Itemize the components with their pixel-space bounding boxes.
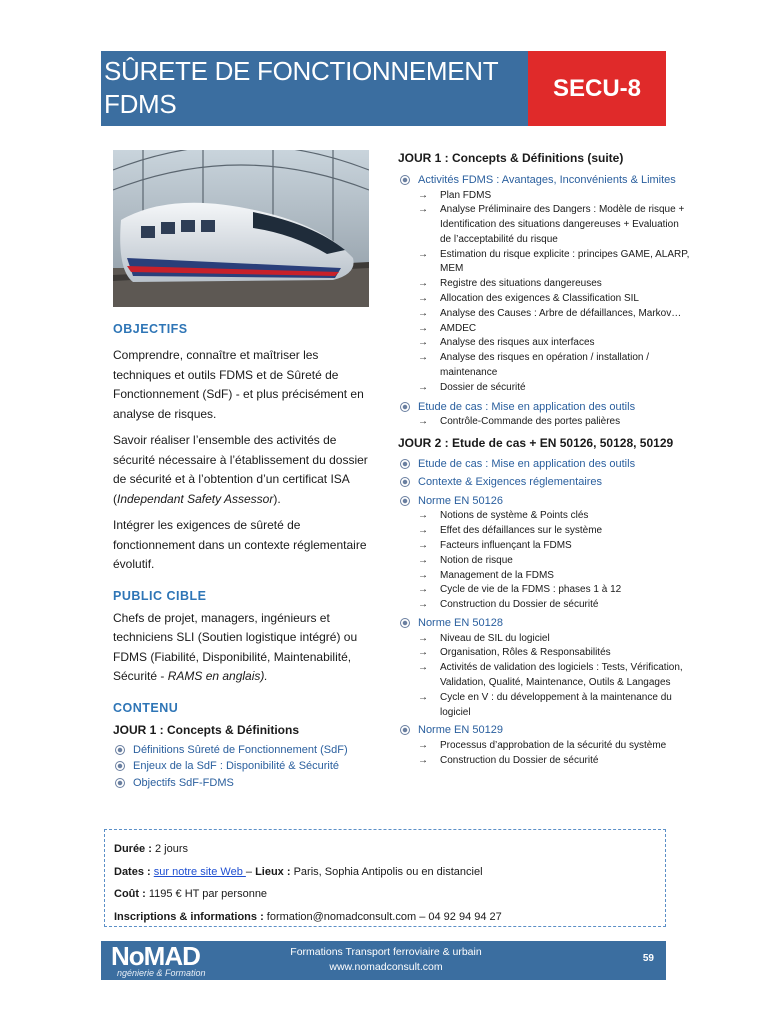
public-cible-title: PUBLIC CIBLE bbox=[113, 588, 207, 603]
dates-label: Dates : bbox=[114, 865, 151, 878]
jour1-suite-title: JOUR 1 : Concepts & Définitions (suite) bbox=[398, 151, 624, 165]
sub-item bbox=[398, 277, 690, 292]
lieux-value: Paris, Sophia Antipolis ou en distanciel bbox=[290, 865, 483, 878]
etude1-sublist bbox=[398, 415, 690, 430]
list-item-label: Objectifs SdF-FDMS bbox=[133, 776, 234, 789]
arrow-icon: → bbox=[418, 293, 428, 305]
list-item bbox=[398, 474, 690, 491]
sub-item-label: Processus d’approbation de la sécurité du système bbox=[440, 739, 667, 751]
bullet-icon bbox=[400, 402, 410, 412]
bullet-icon bbox=[400, 477, 410, 487]
arrow-icon: → bbox=[418, 739, 428, 751]
sub-item bbox=[398, 754, 690, 769]
footer-text bbox=[261, 945, 511, 975]
sub-item bbox=[398, 509, 690, 524]
sub-item bbox=[398, 248, 690, 278]
sub-item-label: Construction du Dossier de sécurité bbox=[440, 599, 599, 611]
objectifs-p2-text-a: Savoir réaliser l’ensemble des activités de sécurité nécessaire à l’établissement du dossier de sécurité et à l’obtention d’un certificat ISA ( bbox=[113, 433, 368, 506]
arrow-icon: → bbox=[418, 322, 428, 334]
sub-item-label: Cycle en V : du développement à la maintenance du logiciel bbox=[440, 691, 672, 718]
list-item bbox=[398, 493, 690, 510]
sub-item-label: Activités de validation des logiciels : Tests, Vérification, Validation, Qualité, Maintenance, Outils & Langages bbox=[440, 662, 683, 688]
sub-item-label: Allocation des exigences & Classification SIL bbox=[440, 293, 639, 305]
inscriptions-value: formation@nomadconsult.com – 04 92 94 94 27 bbox=[263, 910, 502, 923]
bullet-icon bbox=[400, 618, 410, 628]
header-banner bbox=[101, 51, 666, 126]
objectifs-paragraph-1: Comprendre, connaître et maîtriser les techniques et outils FDMS et de Sûreté de Fonctionnement (SdF) - et plus précisément en analyse de risques. bbox=[113, 348, 364, 421]
sub-item bbox=[398, 583, 690, 598]
activites-sublist bbox=[398, 189, 690, 396]
sub-item bbox=[398, 351, 690, 381]
sub-item-label: Analyse des risques aux interfaces bbox=[440, 337, 595, 349]
list-item bbox=[113, 775, 373, 792]
arrow-icon: → bbox=[418, 337, 428, 349]
sub-item bbox=[398, 322, 690, 337]
arrow-icon: → bbox=[418, 647, 428, 659]
contenu-title: CONTENU bbox=[113, 700, 179, 715]
list-item bbox=[398, 456, 690, 473]
sub-item-label: Niveau de SIL du logiciel bbox=[440, 632, 550, 644]
list-item bbox=[113, 758, 373, 775]
sub-item-label: Notions de système & Points clés bbox=[440, 510, 589, 522]
public-cible-text bbox=[113, 609, 373, 687]
sub-item-label: Cycle de vie de la FDMS : phases 1 à 12 bbox=[440, 584, 622, 596]
sub-item bbox=[398, 569, 690, 584]
bullet-icon bbox=[115, 745, 125, 755]
list-item-label: Norme EN 50129 bbox=[418, 724, 503, 737]
list-item-label: Norme EN 50126 bbox=[418, 494, 503, 507]
sub-item-label: Registre des situations dangereuses bbox=[440, 278, 602, 290]
arrow-icon: → bbox=[418, 569, 428, 581]
sub-item bbox=[398, 415, 690, 430]
logo-main-text: NoMAD bbox=[111, 941, 200, 971]
list-item-label: Etude de cas : Mise en application des outils bbox=[418, 400, 636, 413]
sub-item-label: Analyse Préliminaire des Dangers : Modèle de risque + Identification des situations dangereuses + Evaluation de l’acceptabilité du risque bbox=[440, 204, 685, 245]
objectifs-paragraph-3: Intégrer les exigences de sûreté de fonctionnement dans un contexte réglementaire évolutif. bbox=[113, 518, 367, 571]
sub-item-label: Facteurs influençant la FDMS bbox=[440, 540, 572, 552]
right-column bbox=[398, 151, 690, 768]
sub-item bbox=[398, 189, 690, 204]
sub-item-label: Dossier de sécurité bbox=[440, 381, 526, 393]
train-photo bbox=[113, 150, 369, 307]
en50128-sublist bbox=[398, 632, 690, 721]
sub-item-label: Organisation, Rôles & Responsabilités bbox=[440, 647, 611, 659]
sub-item-label: AMDEC bbox=[440, 322, 477, 334]
sub-item-label: Analyse des Causes : Arbre de défaillances, Markov… bbox=[440, 307, 682, 319]
arrow-icon: → bbox=[418, 662, 428, 674]
sub-item-label: Plan FDMS bbox=[440, 189, 492, 201]
logo-sub-text: ngénierie & Formation bbox=[117, 968, 206, 978]
footer-line-1: Formations Transport ferroviaire & urbain bbox=[290, 946, 482, 958]
sub-item-label: Analyse des risques en opération / installation / maintenance bbox=[440, 352, 650, 379]
sub-item bbox=[398, 691, 690, 721]
sub-item bbox=[398, 336, 690, 351]
arrow-icon: → bbox=[418, 632, 428, 644]
cout-line bbox=[114, 883, 665, 906]
jour2-list bbox=[398, 456, 690, 510]
duree-label: Durée : bbox=[114, 843, 152, 855]
sub-item-label: Contrôle-Commande des portes palières bbox=[440, 416, 621, 428]
sub-item-label: Effet des défaillances sur le système bbox=[440, 525, 603, 537]
arrow-icon: → bbox=[418, 510, 428, 522]
title-line-2: FDMS bbox=[104, 89, 177, 119]
bullet-icon bbox=[400, 496, 410, 506]
arrow-icon: → bbox=[418, 204, 428, 216]
list-item-label: Norme EN 50128 bbox=[418, 617, 503, 630]
arrow-icon: → bbox=[418, 381, 428, 393]
public-text-a: Chefs de projet, managers, ingénieurs et techniciens SLI (Soutien logistique intégré) ou FDMS (Fiabilité, Disponibilité, Maintenabilité, Sécurité - bbox=[113, 610, 358, 683]
etude1-list bbox=[398, 399, 690, 416]
sub-item bbox=[398, 646, 690, 661]
sub-item-label: Estimation du risque explicite : principes GAME, ALARP, MEM bbox=[440, 248, 690, 275]
bullet-icon bbox=[400, 175, 410, 185]
bullet-icon bbox=[400, 459, 410, 469]
arrow-icon: → bbox=[418, 754, 428, 766]
info-box bbox=[104, 829, 666, 927]
sub-item bbox=[398, 307, 690, 322]
sub-item bbox=[398, 524, 690, 539]
sub-item bbox=[398, 632, 690, 647]
arrow-icon: → bbox=[418, 307, 428, 319]
sub-item bbox=[398, 598, 690, 613]
sub-item bbox=[398, 554, 690, 569]
objectifs-title: OBJECTIFS bbox=[113, 322, 188, 336]
duree-value: 2 jours bbox=[151, 843, 188, 855]
footer-banner bbox=[101, 941, 666, 980]
objectifs-p2-emphasis: Independant Safety Assessor bbox=[117, 491, 274, 506]
arrow-icon: → bbox=[418, 599, 428, 611]
website-link[interactable]: sur notre site Web bbox=[153, 865, 246, 878]
arrow-icon: → bbox=[418, 416, 428, 428]
list-item-label: Définitions Sûreté de Fonctionnement (SdF) bbox=[133, 743, 348, 756]
arrow-icon: → bbox=[418, 584, 428, 596]
activites-list bbox=[398, 172, 690, 189]
list-item bbox=[398, 615, 690, 632]
train-photo-drawing bbox=[113, 150, 369, 307]
jour2-title: JOUR 2 : Etude de cas + EN 50126, 50128, 50129 bbox=[398, 435, 674, 450]
lieux-label: Lieux : bbox=[255, 865, 291, 878]
arrow-icon: → bbox=[418, 554, 428, 566]
sub-item bbox=[398, 381, 690, 396]
jour1-list bbox=[113, 742, 373, 792]
list-item bbox=[113, 742, 373, 759]
separator: – bbox=[245, 865, 256, 878]
title-line-1: SÛRETE DE FONCTIONNEMENT bbox=[104, 56, 499, 86]
arrow-icon: → bbox=[418, 352, 428, 364]
objectifs-paragraph-2 bbox=[113, 431, 373, 509]
course-code: SECU-8 bbox=[528, 51, 666, 126]
nomad-logo bbox=[111, 943, 226, 981]
bullet-icon bbox=[115, 778, 125, 788]
list-item-label: Activités FDMS : Avantages, Inconvénients & Limites bbox=[418, 174, 676, 186]
sub-item-label: Construction du Dossier de sécurité bbox=[440, 754, 599, 766]
list-item bbox=[398, 399, 690, 416]
sub-item-label: Management de la FDMS bbox=[440, 569, 554, 581]
list-item-label: Contexte & Exigences réglementaires bbox=[418, 476, 603, 489]
footer-website[interactable]: www.nomadconsult.com bbox=[329, 961, 443, 973]
en50126-sublist bbox=[398, 509, 690, 613]
arrow-icon: → bbox=[418, 525, 428, 537]
sub-item bbox=[398, 292, 690, 307]
arrow-icon: → bbox=[418, 540, 428, 552]
bullet-icon bbox=[400, 725, 410, 735]
jour1-title: JOUR 1 : Concepts & Définitions bbox=[113, 722, 300, 737]
en50129-list bbox=[398, 722, 690, 739]
inscriptions-line bbox=[114, 906, 665, 929]
left-column bbox=[113, 322, 373, 791]
en50128-list bbox=[398, 615, 690, 632]
arrow-icon: → bbox=[418, 691, 428, 703]
sub-item bbox=[398, 203, 690, 247]
arrow-icon: → bbox=[418, 248, 428, 260]
arrow-icon: → bbox=[418, 278, 428, 290]
public-text-emphasis: RAMS en anglais). bbox=[167, 669, 268, 683]
list-item-label: Enjeux de la SdF : Disponibilité & Sécurité bbox=[133, 760, 340, 772]
page-number: 59 bbox=[642, 953, 654, 964]
en50129-sublist bbox=[398, 739, 690, 769]
duree-line bbox=[114, 838, 665, 861]
cout-value: 1195 € HT par personne bbox=[145, 888, 268, 900]
bullet-icon bbox=[115, 761, 125, 771]
objectifs-p2-text-b: ). bbox=[273, 491, 281, 506]
inscriptions-label: Inscriptions & informations : bbox=[114, 910, 264, 923]
sub-item-label: Notion de risque bbox=[440, 554, 513, 566]
cout-label: Coût : bbox=[114, 888, 146, 900]
dates-line bbox=[114, 861, 665, 884]
sub-item bbox=[398, 739, 690, 754]
list-item bbox=[398, 722, 690, 739]
arrow-icon: → bbox=[418, 189, 428, 201]
list-item bbox=[398, 172, 690, 189]
page-title bbox=[104, 55, 524, 121]
sub-item bbox=[398, 539, 690, 554]
list-item-label: Etude de cas : Mise en application des outils bbox=[418, 457, 636, 470]
sub-item bbox=[398, 661, 690, 691]
